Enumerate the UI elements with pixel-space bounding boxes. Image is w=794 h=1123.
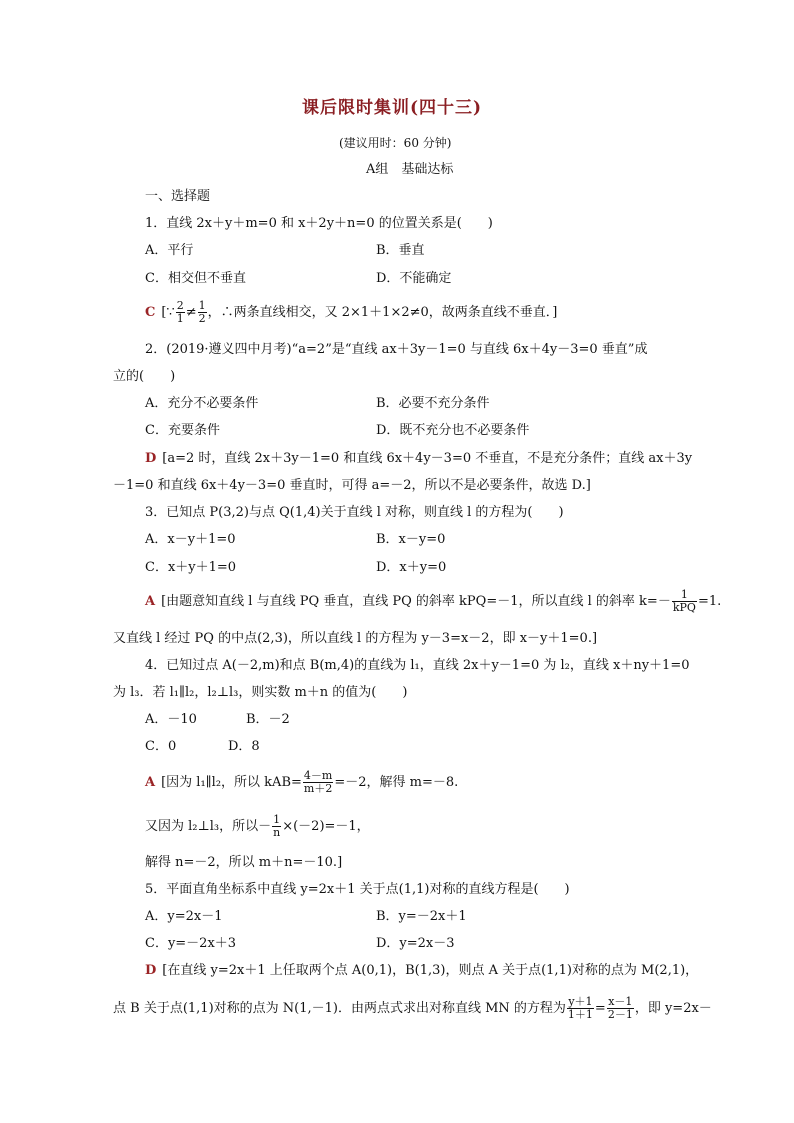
q5-option-b: B．y=－2x＋1 <box>376 909 467 924</box>
q2-sol1: [a=2 时，直线 2x＋3y－1=0 和直线 6x＋4y－3=0 不垂直，不是充分条件；直线 ax＋3y <box>162 451 693 466</box>
q4-fraction-2: $\frac{1}{n}$ <box>273 813 281 839</box>
q2-option-a: A．充分不必要条件 <box>145 396 259 411</box>
q1-sol-pre: [∵ <box>161 305 175 320</box>
q4-stem-line1: 4．已知过点 A(－2,m)和点 B(m,4)的直线为 l₁，直线 2x＋y－1=0 为 l₂，直线 x＋ny＋1=0 <box>145 658 690 673</box>
q4-sol1-post: =－2，解得 m=－8. <box>334 775 459 790</box>
q4-option-c: C．0 <box>145 739 177 754</box>
q5-fraction-1: $\frac{y+1}{1+1}$ <box>567 995 593 1021</box>
q4-solution-line1 <box>145 768 458 798</box>
q4-stem-line2: 为 l₃．若 l₁∥l₂，l₂⊥l₃，则实数 m＋n 的值为( ) <box>113 685 408 700</box>
q4-solution-line2 <box>145 812 370 842</box>
q3-sol1-post: =1. <box>697 594 722 609</box>
q2-option-b: B．必要不充分条件 <box>376 396 490 411</box>
q1-solution <box>145 298 557 328</box>
q3-sol1-pre: [由题意知直线 l 与直线 PQ 垂直，直线 PQ 的斜率 kPQ=－1，所以直线 l 的斜率 k=－ <box>161 594 671 609</box>
q1-option-d: D．不能确定 <box>376 271 452 286</box>
q5-solution-line2 <box>113 994 712 1024</box>
q2-stem-line1: 2．(2019·遵义四中月考)“a=2”是“直线 ax＋3y－1=0 与直线 6x＋4y－3=0 垂直”成 <box>145 342 648 357</box>
q3-option-b: B．x－y=0 <box>376 532 446 547</box>
q4-sol1-pre: [因为 l₁∥l₂，所以 kAB= <box>161 775 302 790</box>
q4-fraction-1: $\frac{4-m}{m+2}$ <box>303 769 333 795</box>
q3-option-d: D．x＋y=0 <box>376 560 447 575</box>
q2-solution-line1 <box>145 451 692 467</box>
q4-option-d: D．8 <box>228 739 260 754</box>
q5-equals: = <box>594 1001 606 1016</box>
q2-stem-line2: 立的( ) <box>113 369 176 384</box>
q1-option-a: A．平行 <box>145 243 194 258</box>
q5-solution-line1 <box>145 963 698 979</box>
q1-option-c: C．相交但不垂直 <box>145 271 246 286</box>
q1-answer: C <box>145 305 156 320</box>
q4-answer: A <box>145 775 156 790</box>
q5-stem: 5．平面直角坐标系中直线 y=2x＋1 关于点(1,1)对称的直线方程是( ) <box>145 882 570 897</box>
q2-option-d: D．既不充分也不必要条件 <box>376 423 530 438</box>
q1-fraction-1: $\frac{2}{1}$ <box>176 299 184 325</box>
q4-option-b: B．－2 <box>246 712 290 727</box>
section-label: 一、选择题 <box>145 189 211 204</box>
q5-option-d: D．y=2x－3 <box>376 936 455 951</box>
q5-sol1: [在直线 y=2x＋1 上任取两个点 A(0,1)，B(1,3)，则点 A 关于点(1,1)对称的点为 M(2,1)， <box>162 963 699 978</box>
q4-solution-line3: 解得 n=－2，所以 m＋n=－10.] <box>145 855 343 870</box>
q1-stem: 1．直线 2x＋y＋m=0 和 x＋2y＋n=0 的位置关系是( ) <box>145 216 493 231</box>
q5-option-c: C．y=－2x＋3 <box>145 936 237 951</box>
q5-sol2-pre: 点 B 关于点(1,1)对称的点为 N(1,－1)．由两点式求出对称直线 MN 的方程为 <box>113 1001 566 1016</box>
q1-option-b: B．垂直 <box>376 243 425 258</box>
q1-sol-post: ，∴两条直线相交，又 2×1＋1×2≠0，故两条直线不垂直．] <box>207 305 558 320</box>
q5-sol2-post: ，即 y=2x－ <box>634 1001 712 1016</box>
q3-stem: 3．已知点 P(3,2)与点 Q(1,4)关于直线 l 对称，则直线 l 的方程为( ) <box>145 505 564 520</box>
time-hint: (建议用时：60 分钟) <box>339 136 452 150</box>
q5-fraction-2: $\frac{x-1}{2-1}$ <box>607 995 633 1021</box>
q3-option-a: A．x－y＋1=0 <box>145 532 236 547</box>
q1-fraction-2: $\frac{1}{2}$ <box>198 299 206 325</box>
q1-neq: ≠ <box>185 305 197 320</box>
q3-fraction: $\frac{1}{\text{kPQ}}$ <box>672 588 696 614</box>
q2-option-c: C．充要条件 <box>145 423 220 438</box>
q3-answer: A <box>145 594 156 609</box>
q5-answer: D <box>145 963 157 978</box>
q2-solution-line2: －1=0 和直线 6x＋4y－3=0 垂直时，可得 a=－2，所以不是必要条件，故选 D.] <box>113 478 591 493</box>
q2-answer: D <box>145 451 157 466</box>
q3-option-c: C．x＋y＋1=0 <box>145 560 237 575</box>
group-label: A组 基础达标 <box>366 162 454 177</box>
q4-sol2-pre: 又因为 l₂⊥l₃，所以－ <box>145 819 272 834</box>
q3-solution-line2: 又直线 l 经过 PQ 的中点(2,3)，所以直线 l 的方程为 y－3=x－2，即 x－y＋1=0.] <box>113 631 598 646</box>
page-title: 课后限时集训(四十三) <box>302 98 483 118</box>
q4-option-a: A．－10 <box>145 712 197 727</box>
q5-option-a: A．y=2x－1 <box>145 909 223 924</box>
q3-solution-line1 <box>145 587 721 617</box>
q4-sol2-post: ×(－2)=－1， <box>282 819 370 834</box>
